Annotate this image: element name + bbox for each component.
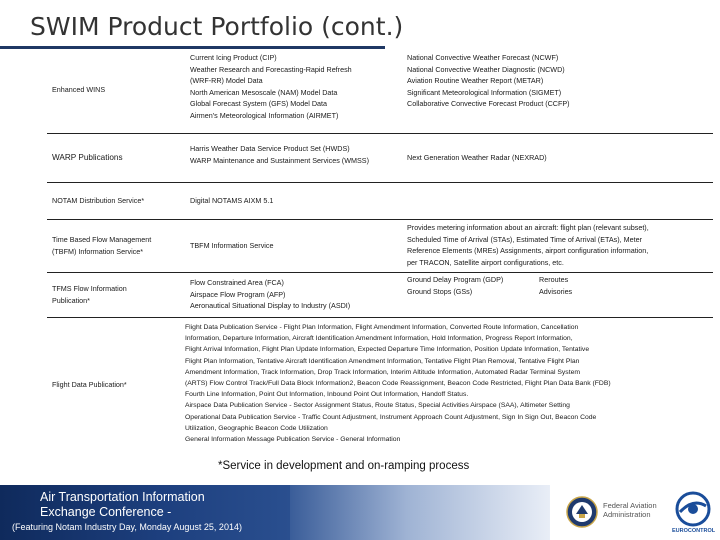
row-name: NOTAM Distribution Service*: [52, 196, 145, 206]
row-details: Provides metering information about an aircraft: flight plan (relevant subset), Scheduled Time of Arrival (STAs), Estimated Time of Arrival (ETAs), Meter Reference Elements (MREs) Assignments, airport configuration information, per TRACON, Satellite airport configurations, etc.: [407, 223, 649, 267]
row-name: WARP Publications: [52, 153, 123, 163]
banner-title-block: [0, 485, 290, 540]
title-underline: [0, 46, 385, 49]
row-name: Enhanced WINS: [52, 85, 106, 95]
dot-seal-icon: [566, 496, 598, 528]
row-details: National Convective Weather Forecast (NCWF) National Convective Weather Diagnostic (NCWD) Aviation Routine Weather Report (METAR) Significant Meteorological Information (SIGMET) Collaborative Convective Forecast Product (CCFP): [407, 53, 570, 109]
row-products: Flight Data Publication Service - Flight Plan Information, Flight Amendment Information, Converted Route Information, Cancellation Information, Departure Information, Aircraft Identification Amendment Information, Hold Information, Progress Report Information, Flight Arrival Information, Flight Plan Update Information, Expected Departure Time Information, Position Update Information, Tentative Flight Plan Information, Tentative Aircraft Identification Amendment Information, Tentative Flight Plan Removal, Tentative Flight Plan Amendment Information, Track Information, Drop Track Information, Interim Altitude Information, Automated Radar Terminal System (ARTS) Flow Control Track/Full Data Block Information2, Beacon Code Reassignment, Beacon Code Restricted, Flight Plan Data Bank (FDB) Fourth Line Information, Point Out Information, Inbound Point Out Information, Handoff Status. Airspace Data Publication Service - Sector Assignment Status, Route Status, Special Activities Airspace (SAA), Altimeter Setting Operational Data Publication Service - Traffic Count Adjustment, Instrument Approach Count Adjustment, Sign In Sign Out, Beacon Code Utilization, Geographic Beacon Code Utilization General Information Message Publication Service - General Information: [185, 324, 611, 444]
row-name: TFMS Flow Information Publication*: [52, 284, 127, 305]
banner-line-3: (Featuring Notam Industry Day, Monday August 25, 2014): [12, 522, 242, 532]
table-row: [47, 133, 713, 182]
row-products: TBFM Information Service: [190, 241, 274, 251]
conference-banner: [0, 485, 720, 540]
page-title: SWIM Product Portfolio (cont.): [30, 12, 404, 41]
portfolio-table: [47, 51, 713, 451]
row-products: Digital NOTAMS AIXM 5.1: [190, 196, 274, 206]
row-products: Current Icing Product (CIP) Weather Research and Forecasting-Rapid Refresh (WRF-RR) Model Data North American Mesoscale (NAM) Model Data Global Forecast System (GFS) Model Data Airmen's Meteorological Information (AIRMET): [190, 53, 352, 120]
banner-gradient: [290, 485, 550, 540]
table-row: [47, 182, 713, 219]
row-products: Harris Weather Data Service Product Set (HWDS) WARP Maintenance and Sustainment Services (WMSS): [190, 144, 369, 165]
row-name: Time Based Flow Management (TBFM) Information Service*: [52, 235, 152, 256]
banner-line-2: Exchange Conference -: [40, 505, 172, 519]
faa-name: Federal Aviation Administration: [603, 501, 657, 519]
table-row: [47, 219, 713, 272]
table-row: [47, 272, 713, 317]
table-row: [47, 317, 713, 452]
details-pair: Ground Delay Program (GDP) Reroutes: [407, 275, 569, 284]
eurocontrol-logo: EUROCONTROL: [672, 490, 714, 540]
row-name: Flight Data Publication*: [52, 380, 127, 390]
footnote: *Service in development and on-ramping process: [218, 460, 470, 472]
row-details: [407, 274, 707, 297]
details-pair: Ground Stops (GSs) Advisories: [407, 286, 573, 296]
banner-line-1: Air Transportation Information: [40, 490, 205, 504]
row-details: Next Generation Weather Radar (NEXRAD): [407, 153, 547, 163]
row-products: Flow Constrained Area (FCA) Airspace Flow Program (AFP) Aeronautical Situational Display to Industry (ASDI): [190, 278, 351, 311]
table-row: [47, 51, 713, 129]
eurocontrol-icon: [672, 490, 714, 528]
